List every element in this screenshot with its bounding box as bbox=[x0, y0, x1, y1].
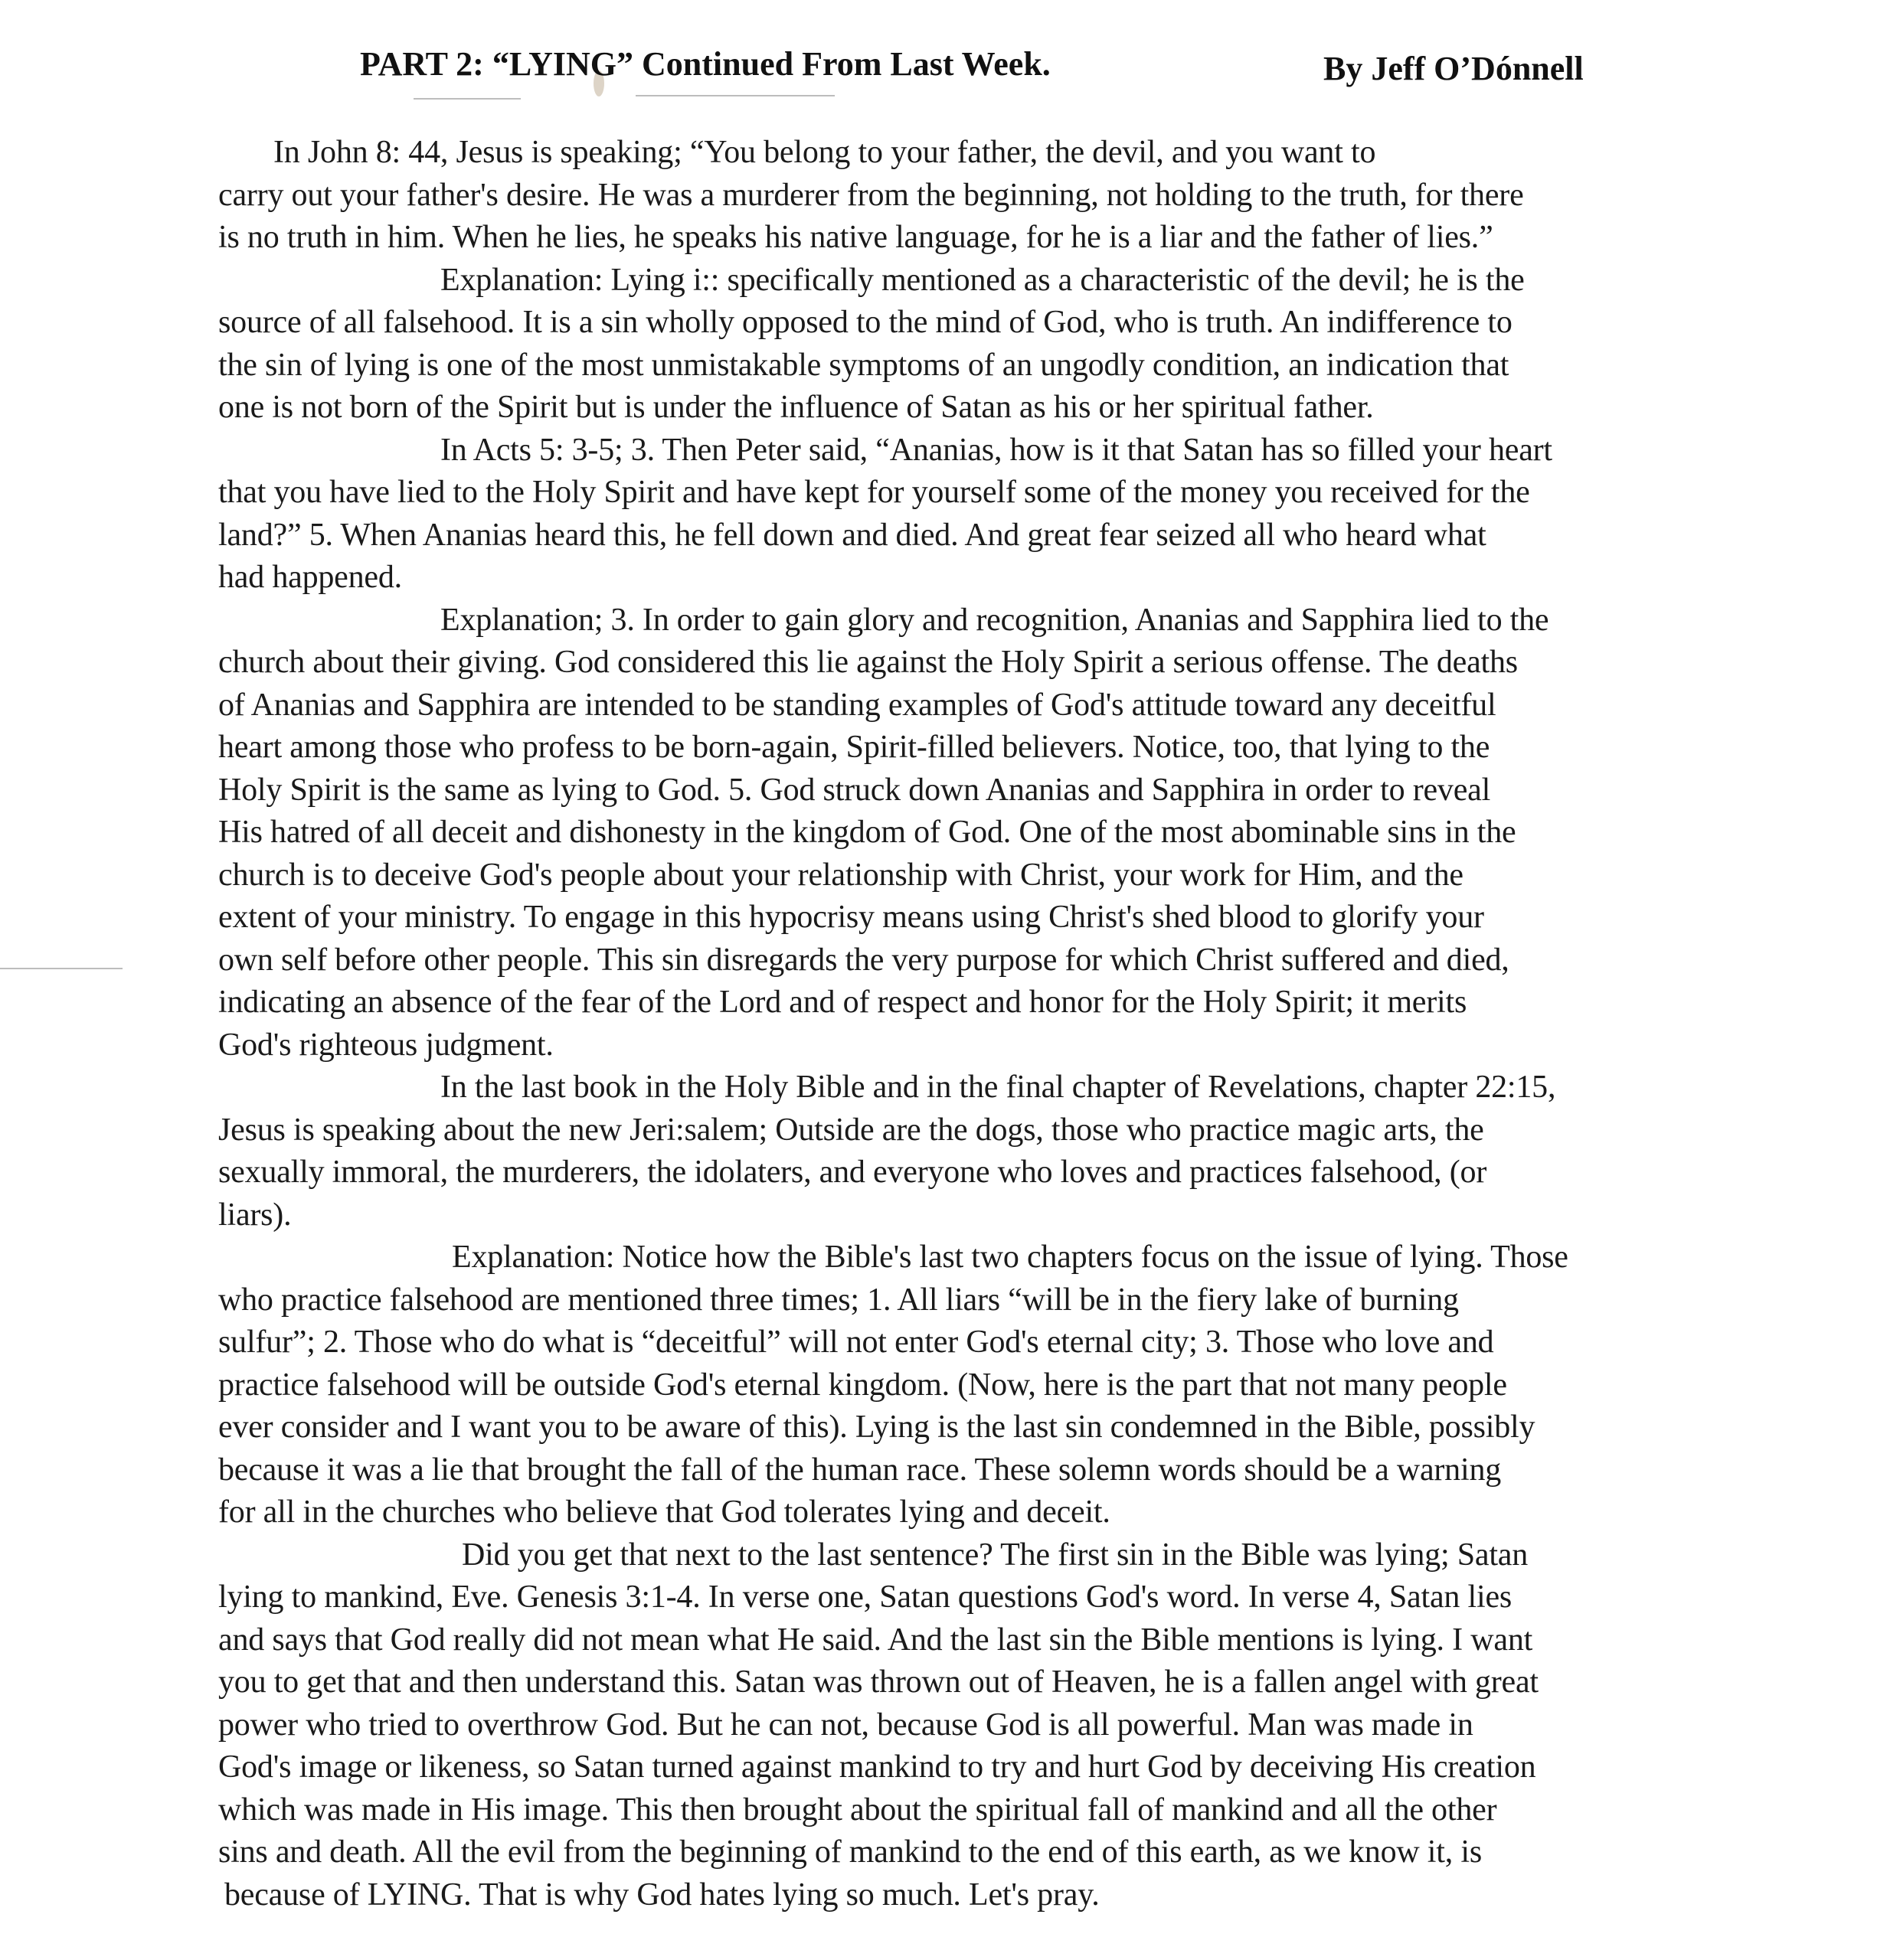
text-line: Jesus is speaking about the new Jeri:salem; Outside are the dogs, those who practice magic arts, the bbox=[218, 1112, 1484, 1148]
text-line: and says that God really did not mean what He said. And the last sin the Bible mentions is lying. I want bbox=[218, 1622, 1533, 1658]
article-body bbox=[218, 132, 1765, 1916]
text-line: which was made in His image. This then brought about the spiritual fall of mankind and all the other bbox=[218, 1792, 1497, 1828]
text-line: Holy Spirit is the same as lying to God. 5. God struck down Ananias and Sapphira in order to reveal bbox=[218, 772, 1491, 808]
text-line: for all in the churches who believe that God tolerates lying and deceit. bbox=[218, 1494, 1110, 1530]
text-line: because of LYING. That is why God hates lying so much. Let's pray. bbox=[224, 1877, 1100, 1913]
article-title: PART 2: “LYING” Continued From Last Week. bbox=[360, 45, 1051, 83]
text-line: liars). bbox=[218, 1197, 292, 1233]
text-line: power who tried to overthrow God. But he can not, because God is all powerful. Man was made in bbox=[218, 1707, 1473, 1743]
text-line: land?” 5. When Ananias heard this, he fell down and died. And great fear seized all who heard what bbox=[218, 517, 1486, 553]
text-line: one is not born of the Spirit but is under the influence of Satan as his or her spiritual father. bbox=[218, 390, 1374, 425]
text-line: In Acts 5: 3-5; 3. Then Peter said, “Ananias, how is it that Satan has so filled your heart bbox=[440, 432, 1552, 468]
text-line: His hatred of all deceit and dishonesty in the kingdom of God. One of the most abominable sins in the bbox=[218, 815, 1516, 850]
text-line: heart among those who profess to be born-again, Spirit-filled believers. Notice, too, that lying to the bbox=[218, 730, 1490, 765]
text-line: source of all falsehood. It is a sin wholly opposed to the mind of God, who is truth. An indifference to bbox=[218, 305, 1513, 340]
text-line: Explanation: Notice how the Bible's last two chapters focus on the issue of lying. Those bbox=[452, 1240, 1568, 1275]
text-line: extent of your ministry. To engage in this hypocrisy means using Christ's shed blood to glorify your bbox=[218, 900, 1484, 935]
text-line: Did you get that next to the last sentence? The first sin in the Bible was lying; Satan bbox=[462, 1537, 1529, 1573]
text-line: practice falsehood will be outside God's eternal kingdom. (Now, here is the part that not many people bbox=[218, 1367, 1507, 1403]
text-line: sulfur”; 2. Those who do what is “deceitful” will not enter God's eternal city; 3. Those who love and bbox=[218, 1325, 1494, 1360]
text-line: had happened. bbox=[218, 560, 402, 595]
text-line: of Ananias and Sapphira are intended to be standing examples of God's attitude toward any deceitful bbox=[218, 687, 1496, 723]
text-line: church is to deceive God's people about your relationship with Christ, your work for Him, and the bbox=[218, 857, 1463, 893]
text-line: that you have lied to the Holy Spirit and have kept for yourself some of the money you received for the bbox=[218, 475, 1530, 510]
scan-artifact-line bbox=[414, 98, 521, 100]
text-line: is no truth in him. When he lies, he speaks his native language, for he is a liar and the father of lies.” bbox=[218, 220, 1493, 255]
text-line: ever consider and I want you to be aware of this). Lying is the last sin condemned in the Bible, possibly bbox=[218, 1410, 1535, 1445]
text-line: sexually immoral, the murderers, the idolaters, and everyone who loves and practices falsehood, (or bbox=[218, 1155, 1487, 1190]
text-line: sins and death. All the evil from the beginning of mankind to the end of this earth, as we know it, is bbox=[218, 1834, 1482, 1870]
text-line: God's image or likeness, so Satan turned against mankind to try and hurt God by deceiving His creation bbox=[218, 1749, 1536, 1785]
text-line: church about their giving. God considered this lie against the Holy Spirit a serious offense. The deaths bbox=[218, 645, 1518, 680]
text-line: In the last book in the Holy Bible and in the final chapter of Revelations, chapter 22:15, bbox=[440, 1070, 1556, 1105]
text-line: Explanation; 3. In order to gain glory and recognition, Ananias and Sapphira lied to the bbox=[440, 602, 1549, 638]
text-line: lying to mankind, Eve. Genesis 3:1-4. In verse one, Satan questions God's word. In verse 4, Satan lies bbox=[218, 1579, 1513, 1615]
text-line: own self before other people. This sin disregards the very purpose for which Christ suffered and died, bbox=[218, 942, 1509, 978]
scan-artifact-line bbox=[0, 968, 123, 969]
text-line: who practice falsehood are mentioned three times; 1. All liars “will be in the fiery lake of burning bbox=[218, 1282, 1459, 1318]
text-line: indicating an absence of the fear of the Lord and of respect and honor for the Holy Spirit; it merits bbox=[218, 985, 1467, 1020]
text-line: Explanation: Lying i:: specifically mentioned as a characteristic of the devil; he is the bbox=[440, 262, 1525, 298]
text-line: you to get that and then understand this. Satan was thrown out of Heaven, he is a fallen angel with great bbox=[218, 1664, 1539, 1700]
text-line: because it was a lie that brought the fall of the human race. These solemn words should be a warning bbox=[218, 1452, 1502, 1488]
text-line: God's righteous judgment. bbox=[218, 1027, 554, 1063]
article-byline: By Jeff O’Dónnell bbox=[1323, 50, 1584, 87]
text-line: carry out your father's desire. He was a murderer from the beginning, not holding to the truth, for there bbox=[218, 177, 1524, 213]
article-header bbox=[360, 44, 1677, 98]
text-line: In John 8: 44, Jesus is speaking; “You belong to your father, the devil, and you want to bbox=[273, 135, 1376, 170]
text-line: the sin of lying is one of the most unmistakable symptoms of an ungodly condition, an indication that bbox=[218, 347, 1509, 383]
